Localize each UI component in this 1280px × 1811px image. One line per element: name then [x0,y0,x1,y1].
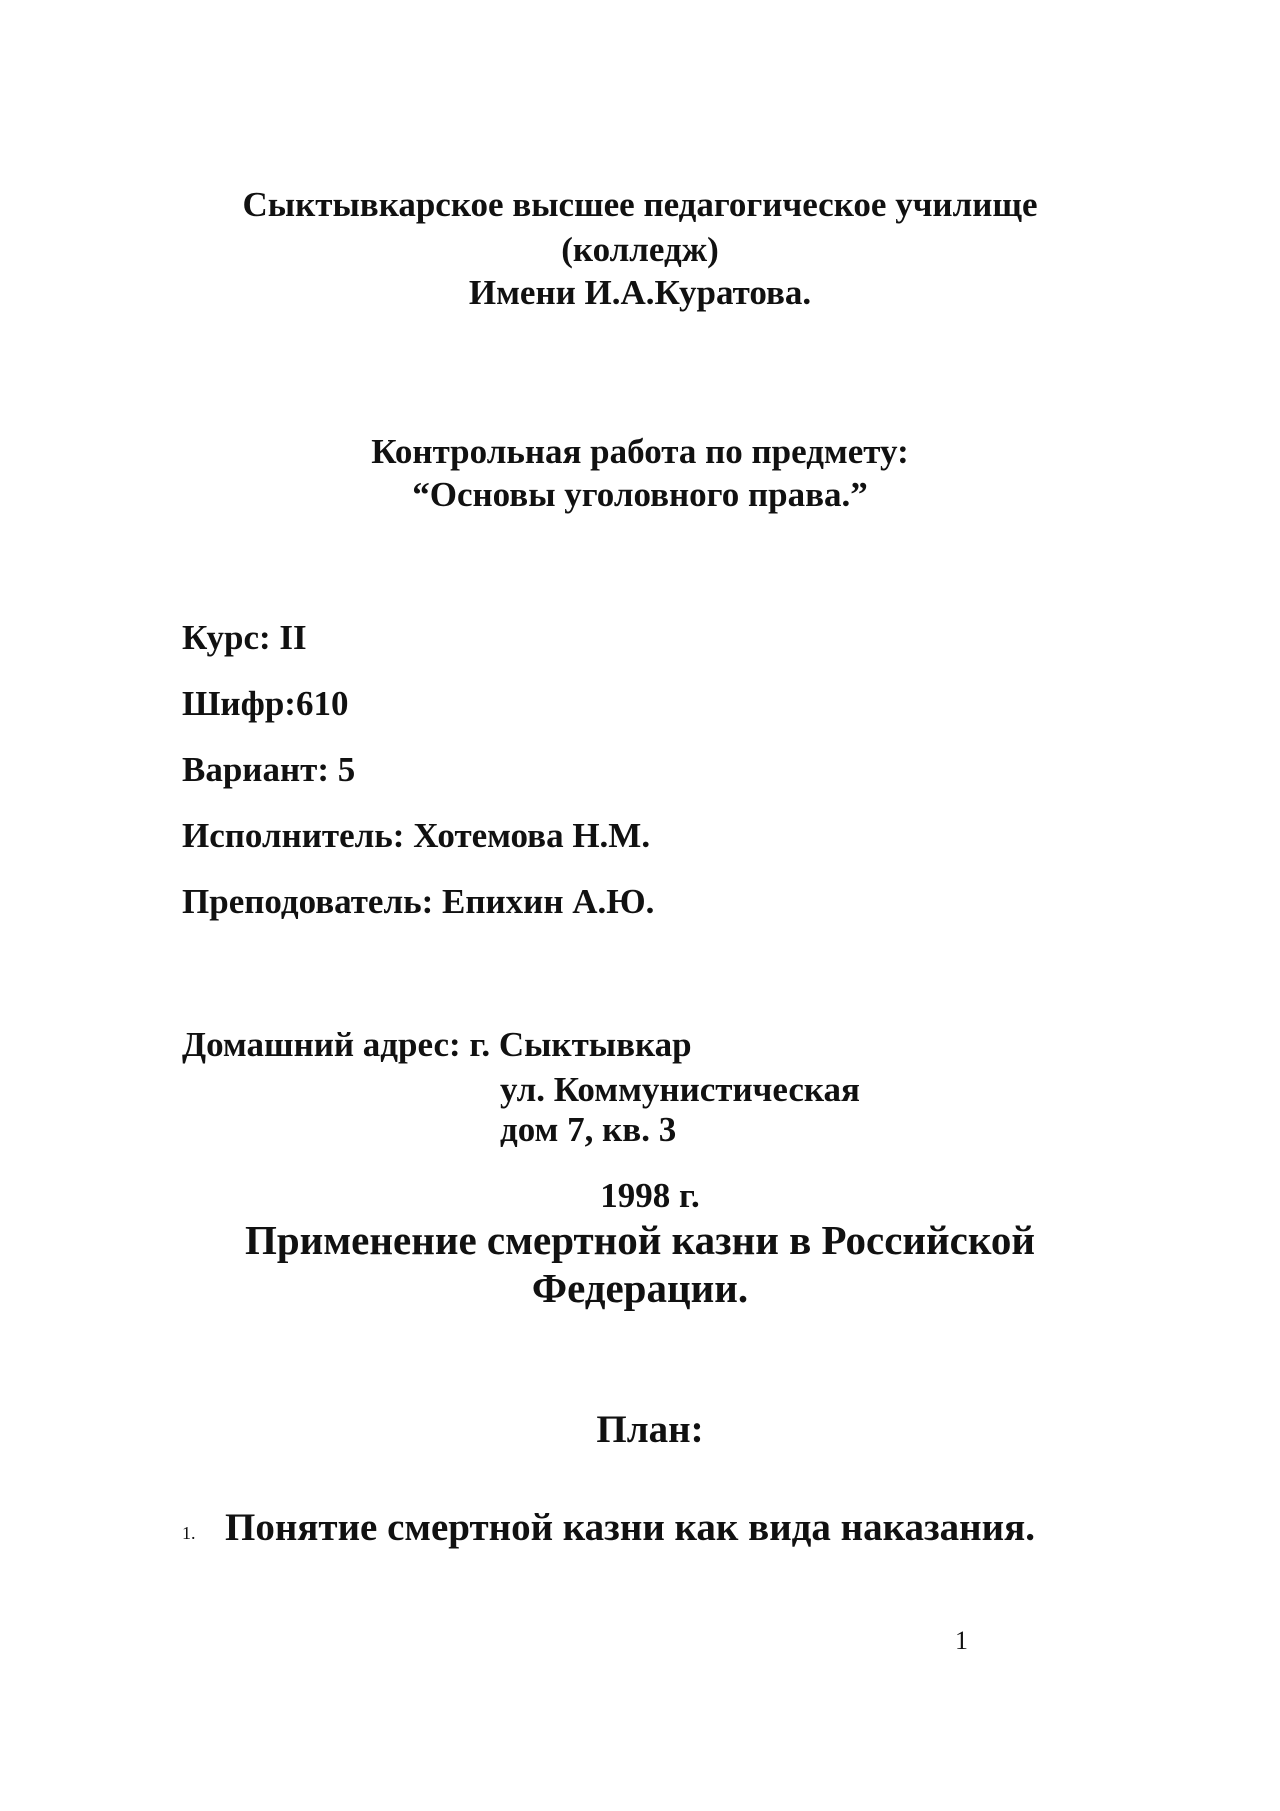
document-title-line1: Применение смертной казни в Российской [244,1217,1036,1263]
document-title-line2: Федерации. [531,1265,749,1311]
institution-name-line3: Имени И.А.Куратова. [468,273,812,312]
plan-heading: План: [596,1408,704,1451]
plan-item-number: 1. [182,1523,196,1543]
page-number: 1 [955,1626,968,1655]
course-label: Курс: II [182,618,307,657]
home-address-line: Домашний адрес: г. Сыктывкар [182,1025,692,1064]
cipher-label: Шифр:610 [182,684,349,723]
year-label: 1998 г. [600,1176,700,1215]
work-subject-line1: Контрольная работа по предмету: [371,432,909,471]
work-subject-line2: “Основы уголовного права.” [412,475,868,514]
variant-label: Вариант: 5 [182,750,356,789]
address-street: ул. Коммунистическая [500,1070,860,1109]
address-house: дом 7, кв. 3 [500,1110,677,1149]
institution-name-line1: Сыктывкарское высшее педагогическое училище [242,185,1038,224]
executor-label: Исполнитель: Хотемова Н.М. [182,816,651,855]
institution-name-line2: (колледж) [561,230,719,269]
plan-item-text: Понятие смертной казни как вида наказания. [225,1506,1035,1549]
teacher-label: Преподователь: Епихин А.Ю. [182,882,655,921]
